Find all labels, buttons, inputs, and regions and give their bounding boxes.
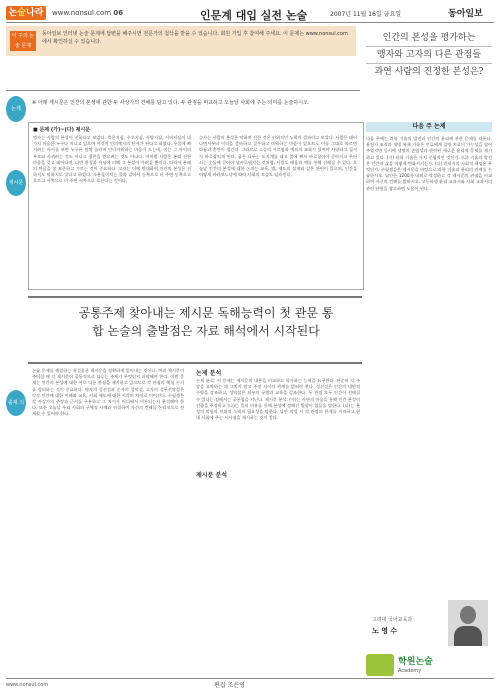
page-title: 인문계 대입 실전 논술 [200,9,308,22]
author-role: 고려대 국어교육과 [372,617,413,623]
info-text: 동아일보 인터넷 논술 문제에 답변을 해주시면 전문가의 첨삭을 받을 수 있습니다. 회원 가입 후 참여해 주세요. 이 문제는 www.nonsul.com에서 확인하실 수 있습니다. [42,31,348,45]
article-col-2: 논제 분석: 이 문제는 제시문의 내용을 비교하고 평가하는 능력을 요구한다. 단순히 각 주장을 요약하는 데 그치지 말고 주장 사이의 관계를 밝혀야 한다. 성선설은 인간의 내면적 수양을 강조하고, 성악설은 외부의 규범과 교육을 강조한다. 두 관점 모두 인간이 선해질 수 있다는 점에서는 공통점을 지닌다. 제시문 분석: (가)는 사단의 마음을 통해 인간 본성이 선함을 주장하고 (나)는 물의 비유를 통해 본성에 정해진 방향이 없음을 말한다. (다)는 본성의 악함과 인위적 노력의 필요성을 말한다. 답안 작성 시 각 관점의 한계를 지적하고 현대 사회에 주는 시사점을 제시하는 것이 좋다. [196,378,360,421]
passage-col-1: 맹자는 사람의 본성이 선하다고 보았다. 측은지심, 수오지심, 사양지심, 시비지심의 네 가지 마음은 누구나 지니고 있으며 이것이 인의예지의 단서가 된다고 하였다. 우물에 빠지려는 아이를 보면 누구든 깜짝 놀라며 안타까워하는 마음이 드는데, 이는 그 아이의 부모와 사귀려는 것도 아니고 칭찬을 받으려는 것도 아니다. 이처럼 사람은 본래 선한 마음을 갖고 태어나며, 다만 환경과 욕심에 의해 그 본성이 가려질 뿐이다. 따라서 본래의 마음을 잘 보존하고 기르는 것이 중요하다. 고자는 이에 반대하여 인간의 본성은 선하지도 악하지도 않다고 하였다. 소용돌이치는 물과 같아서 동쪽으로 터 주면 동쪽으로 흐르고 서쪽으로 터 주면 서쪽으로 흐른다는 것이다. [33,135,191,184]
tag-question: 논제 [6,96,26,122]
feature-headline [366,30,492,80]
pull-quote: 공통주제 찾아내는 제시문 독해능력이 첫 관문 통합 논술의 출발점은 자료 해석에서 시작된다 [78,306,334,338]
tag-passage: 제시문 [6,170,26,196]
section-heading-1: 논제 분석 [196,370,222,377]
headline-line-2: 맹자와 고자의 다른 관점들 [366,47,492,64]
ad-banner[interactable] [366,650,492,680]
tag-intent: 출제 의도 [6,390,26,416]
photo-head [460,606,476,624]
next-topic-text: 다음 주에는 과학 기술의 발전과 인간의 윤리에 관한 문제를 다룬다. 유전자 조작과 생명 복제 기술은 인류에게 질병 치료의 가능성을 열어 주었지만 동시에 생명의 존엄성과 관련된 새로운 윤리적 문제를 제기하고 있다. (가) 과학 기술은 가치 중립적인 것인가. (나) 기술의 발전은 인간의 삶을 어떻게 변화시키는가. (다) 과학자의 사회적 책임은 무엇인가. 수험생들은 제시문을 바탕으로 과학 기술과 윤리의 관계를 논술하시오. 답안은 1200자 내외로 작성하고 각 제시문의 관점을 비교하여 자신의 견해를 밝히시오. 고등학생 윤리 교과서와 사회 교과서의 관련 단원을 참고하면 도움이 된다. [366,136,492,191]
question-note: ※ 아래 제시문은 인간의 본성에 관한 두 사상가의 견해를 담고 있다. 두 관점을 비교하고 오늘날 사회에 주는 의미를 논술하시오. [32,100,310,106]
passage-box [28,122,364,290]
section-divider [6,90,360,91]
issue-date: 2007년 11월 16일 금요일 [330,11,402,18]
passage-col-2: 순자는 사람의 본성은 악하며 선한 것은 인위적인 노력의 결과라고 보았다. 사람은 태어나면서부터 이익을 좋아하고 질투하고 미워하는 마음이 있으므로 이를 그대로 따르면 다툼과 혼란이 생긴다. 그러므로 스승의 가르침과 예의의 교화가 있어야 사양하고 질서가 바로잡히게 된다. 굽은 나무는 도지개를 대고 불에 쪄서 바로잡아야 곧아지고 무딘 쇠는 숫돌에 갈아야 날카로워지는 것처럼, 사람도 배움과 예를 통해 선해질 수 있다. 오늘날 인간의 본성에 대한 논의는 교육, 법, 제도의 설계와 깊은 관련이 있으며, 인간을 어떻게 바라보느냐에 따라 사회의 모습도 달라진다. [199,135,357,178]
footer-left: www.nonsul.com [6,682,49,688]
ad-title: 학원논술 [398,657,433,667]
ad-logo-icon [366,654,394,676]
footer-editor: 편집 조은영 [214,682,245,689]
article-col-1: 논술 문제를 해결하는 첫걸음은 제시문을 정확하게 읽어내는 것이다. 여러 제시문이 주어질 때 각 제시문이 공통적으로 다루는 주제가 무엇인지 파악해야 한다. 이번 문제는 인간의 본성에 대한 서로 다른 관점을 제시하고 있으므로 각 관점의 핵심 논거를 정리하는 것이 중요하다. 맹자의 성선설과 순자의 성악설, 고자의 성무선악설은 각각 인간에 대한 이해와 교육, 사회 제도에 대한 시각의 차이로 이어진다. 수험생은 각 사상가의 주장과 근거를 구분하고 그 차이가 어디에서 비롯되는지 분석해야 한다. 또한 오늘날 우리 사회의 구체적 사례와 연결하여 자신의 견해를 논리적으로 전개할 수 있어야 한다. [32,368,184,417]
site-url[interactable]: www.nonsul.com 06 [52,9,124,17]
brand-logo: 논술나라 [6,6,46,20]
info-tag: 이 주의 논술 문제 [11,33,35,49]
photo-body [454,626,482,646]
passage-header: ■ 문제 (가)~(다) 제시문 [33,127,91,133]
newspaper-name: 동아일보 [448,9,483,19]
author-photo [448,600,488,646]
ad-sub: Academy [398,668,422,674]
headline-line-1: 인간의 본성을 평가하는 [366,30,492,47]
next-topic-header: 다음 주 논제 [366,122,492,132]
footer-divider [6,678,494,679]
section-heading-2: 제시문 분석 [196,472,228,479]
info-banner [6,26,356,56]
header-divider [6,22,494,23]
author-name: 노 영 수 [372,627,398,635]
headline-line-3: 과연 사람의 진정한 본성은? [374,67,484,77]
